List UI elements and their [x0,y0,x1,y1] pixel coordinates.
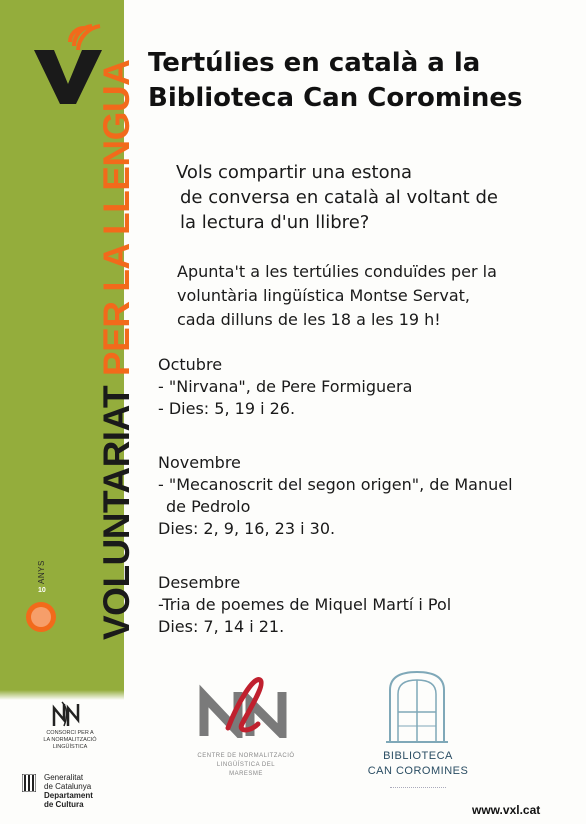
month-name: Desembre [158,573,241,592]
schedule-november [158,452,513,540]
cnl-text-line: CONSORCI PER A [46,730,94,736]
intro-line-3: la lectura d'un llibre? [180,212,370,233]
schedule-line: - "Mecanoscrit del segon origen", de Manuel [158,475,513,494]
anniversary-badge-icon [24,600,58,634]
intro-paragraph [176,160,498,235]
biblioteca-name-line: CAN COROMINES [367,765,469,777]
schedule-line: -Tria de poemes de Miquel Martí i Pol [158,595,452,614]
biblioteca-window-icon [384,668,450,744]
generalitat-text [44,773,93,809]
voluntariat-vertical-title [98,60,135,640]
signup-line-1: Apunta't a les tertúlies conduïdes per la [177,262,497,281]
vertical-title-dark: VOLUNTARIAT [96,385,137,640]
schedule-line: Dies: 2, 9, 16, 23 i 30. [158,519,336,538]
sidebar-band-fade [0,690,124,700]
title-line-1: Tertúlies en català a la [148,48,481,78]
schedule-october [158,354,412,420]
biblioteca-divider [390,787,446,788]
biblioteca-name [358,749,478,779]
schedule-line: - Dies: 5, 19 i 26. [158,399,296,418]
cnl-text-line: LINGÜÍSTICA [52,744,88,750]
generalitat-line: Generalitat [44,773,84,782]
website-link[interactable]: www.vxl.cat [472,803,541,817]
schedule-line: Dies: 7, 14 i 21. [158,617,285,636]
generalitat-line: Departament [44,791,93,800]
signup-line-3: cada dilluns de les 18 a les 19 h! [177,310,441,329]
cnl-consortium-text [30,730,110,751]
anniversary-number: 10 [38,587,46,594]
cnl-consortium-logo-icon [50,700,82,728]
biblioteca-name-line: BIBLIOTECA [383,750,453,762]
cnl-maresme-logo-icon [198,672,288,738]
cnm-text-line: MARESME [229,771,263,777]
schedule-line: - "Nirvana", de Pere Formiguera [158,377,413,396]
vxl-v-logo-icon [30,24,102,104]
month-name: Octubre [158,355,223,374]
cnm-text-line: LINGÜÍSTICA DEL [216,762,276,768]
generalitat-line: de Catalunya [44,782,92,791]
title-line-2: Biblioteca Can Coromines [148,83,523,113]
cnm-text [186,752,306,779]
page-title [148,46,578,116]
schedule-december [158,572,451,638]
signup-line-2: voluntària lingüística Montse Servat, [177,286,470,305]
intro-line-1: Vols compartir una estona [176,162,413,183]
generalitat-flag-icon [22,774,36,792]
anniversary-label: ANYS [37,560,46,584]
intro-line-2: de conversa en català al voltant de [180,187,498,208]
cnl-text-line: LA NORMALITZACIÓ [43,737,97,743]
signup-paragraph [177,260,497,332]
cnm-text-line: CENTRE DE NORMALITZACIÓ [197,753,295,759]
schedule-line: de Pedrolo [166,497,251,516]
generalitat-line: de Cultura [44,800,84,809]
month-name: Novembre [158,453,241,472]
vertical-title-orange: PER LA LLENGUA [96,59,137,377]
